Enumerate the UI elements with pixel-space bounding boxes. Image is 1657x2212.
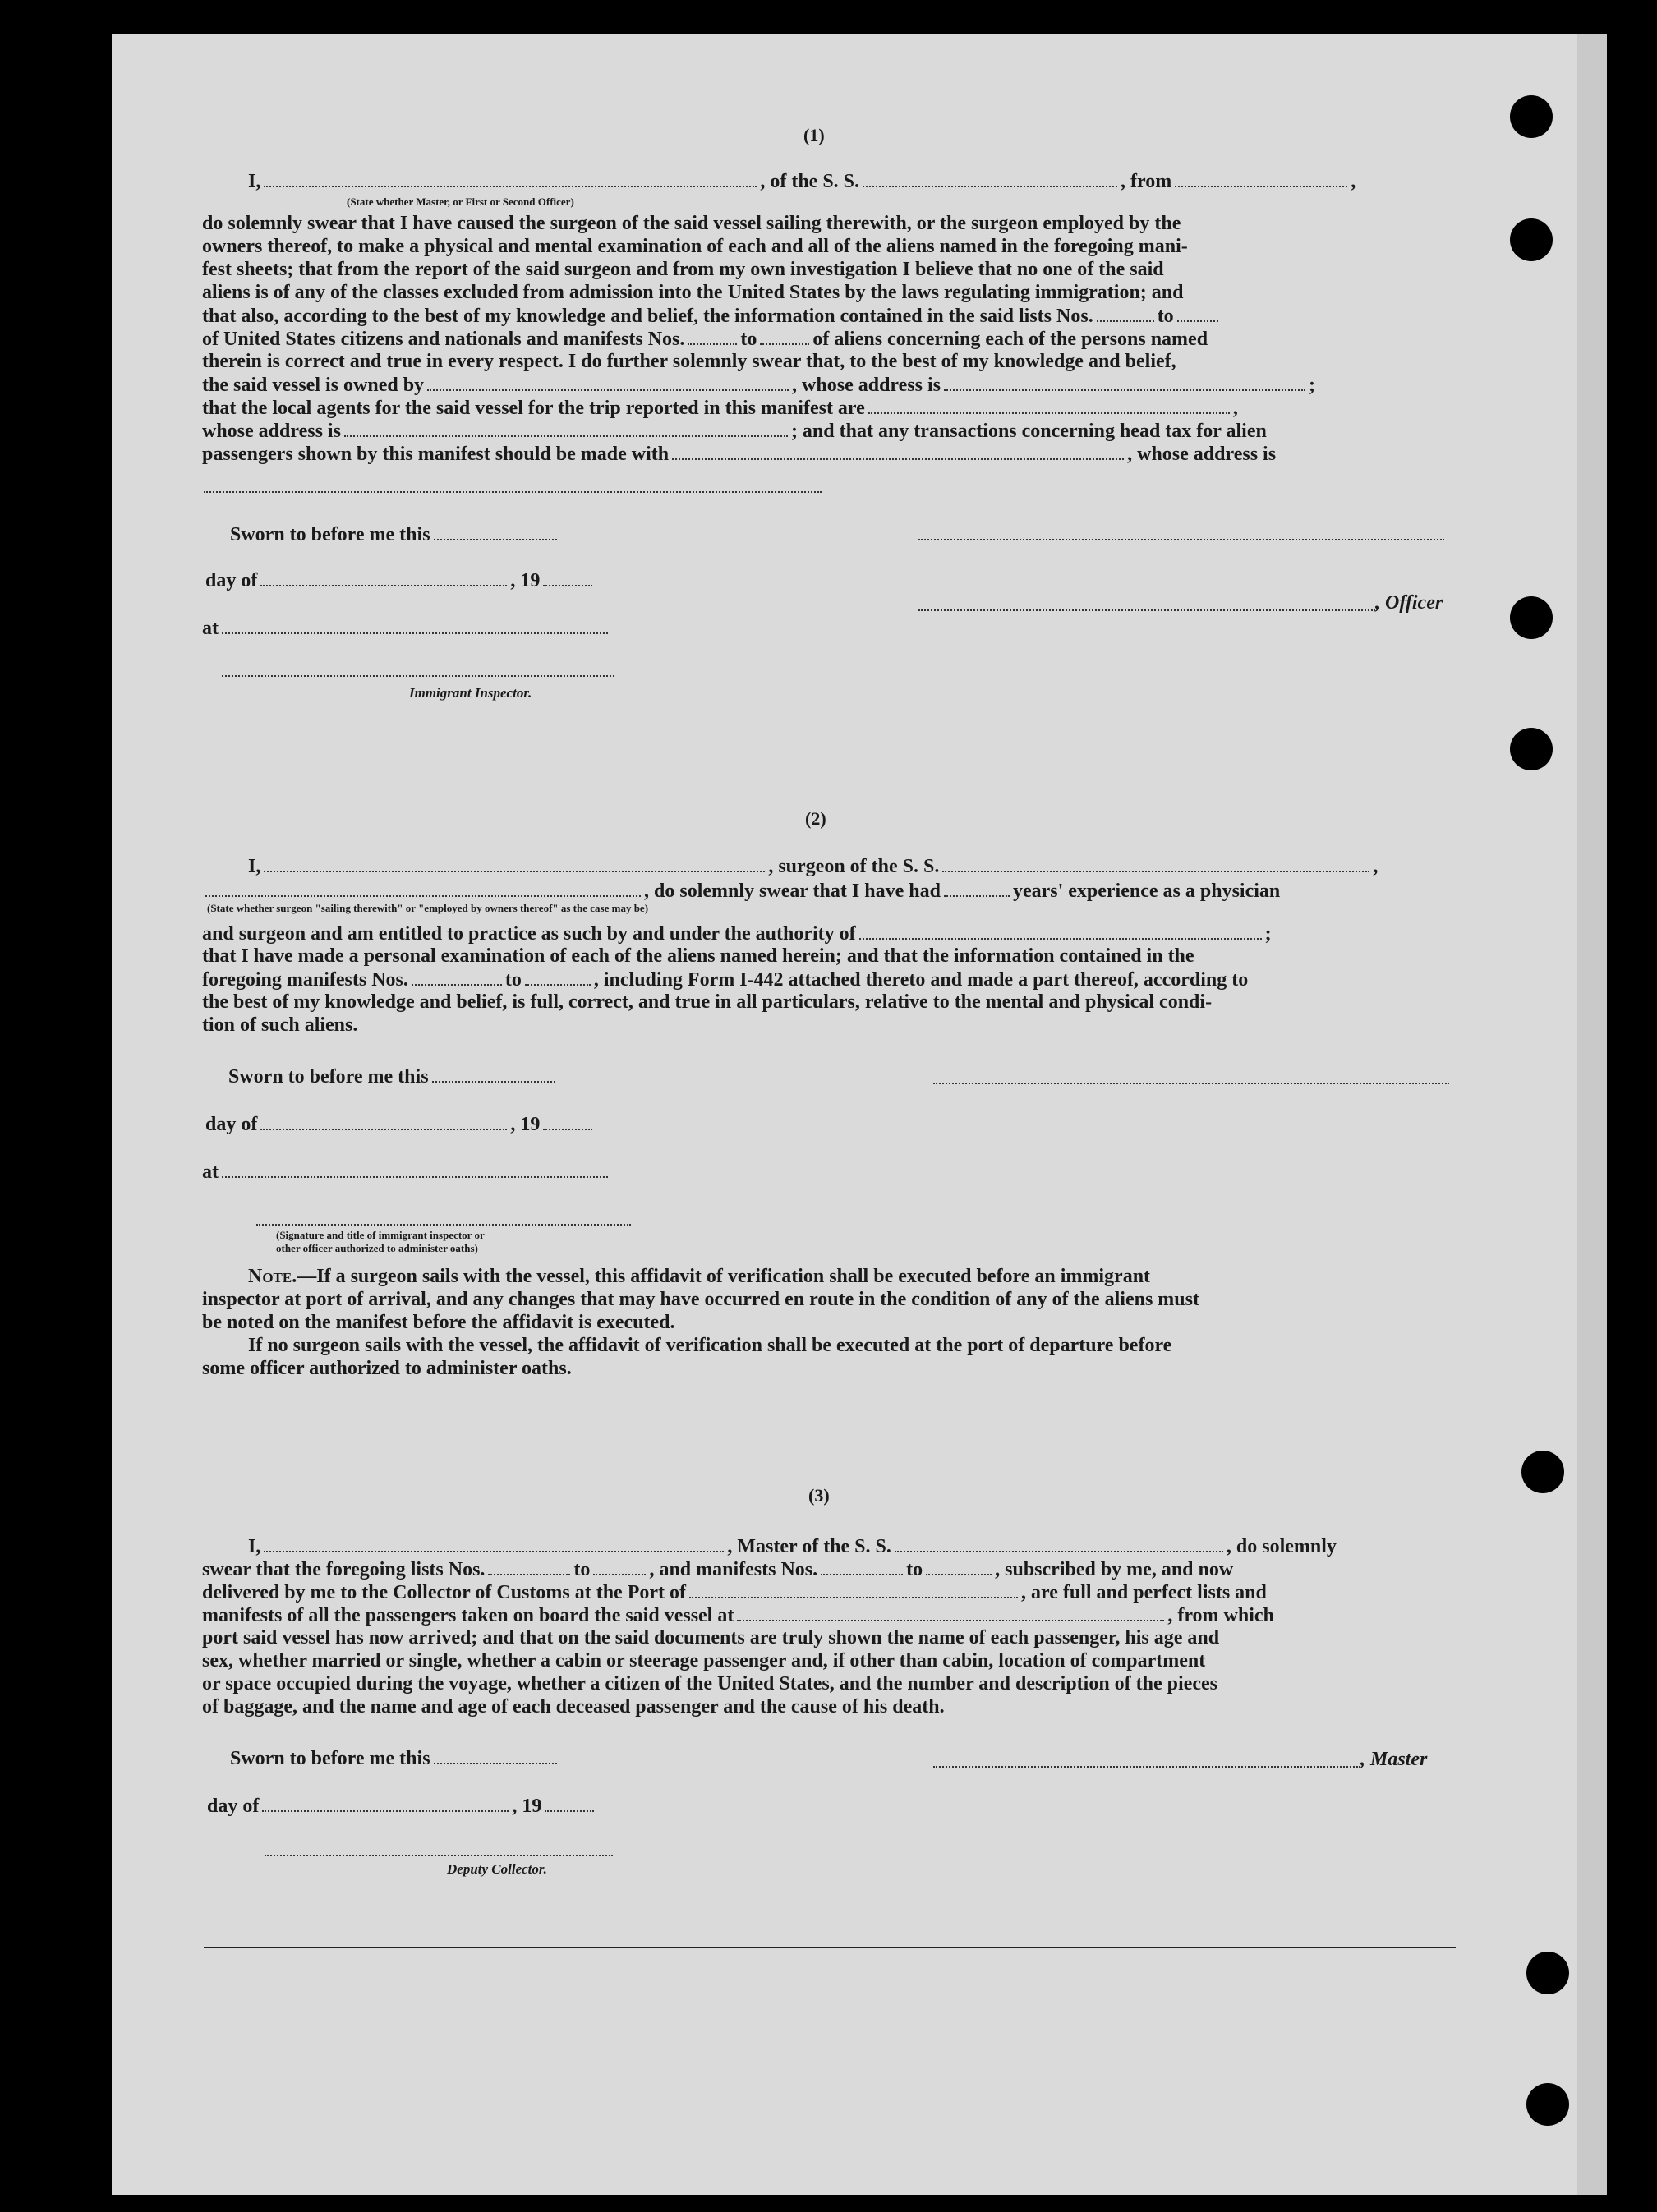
arrival-port-field[interactable] bbox=[689, 1580, 1018, 1598]
officer-authorized-signature-field[interactable] bbox=[256, 1222, 631, 1226]
boarding-port-field[interactable] bbox=[737, 1603, 1164, 1621]
deputy-label: Deputy Collector. bbox=[447, 1861, 547, 1877]
section-2-body: tion of such aliens. bbox=[202, 1014, 358, 1036]
section-1-body: of United States citizens and nationals and manifests Nos. to of aliens concerning each of the persons named bbox=[202, 329, 1208, 350]
note-paragraph: be noted on the manifest before the affidavit is executed. bbox=[202, 1312, 675, 1333]
s3-lists-to-field[interactable] bbox=[593, 1557, 646, 1575]
years-experience-field[interactable] bbox=[944, 879, 1010, 897]
punch-hole bbox=[1510, 95, 1553, 138]
year-field[interactable] bbox=[543, 568, 592, 586]
inspector-label: Immigrant Inspector. bbox=[409, 685, 532, 701]
punch-hole bbox=[1526, 1952, 1569, 1994]
officer-title-field[interactable] bbox=[918, 608, 1375, 611]
section-1-heading: (1) bbox=[803, 125, 825, 145]
master-label: , Master bbox=[1360, 1749, 1428, 1770]
section-1-body: therein is correct and true in every respect. I do further solemnly swear that, to the best of my knowledge and belief, bbox=[202, 351, 1176, 372]
note-paragraph: inspector at port of arrival, and any changes that may have occurred en route in the condition of any of the aliens must bbox=[202, 1289, 1199, 1310]
lists-from-field[interactable] bbox=[1097, 304, 1154, 322]
owner-field[interactable] bbox=[427, 373, 789, 391]
surgeon-vessel-field[interactable] bbox=[942, 854, 1369, 872]
head-tax-contact-field[interactable] bbox=[672, 442, 1124, 460]
s3-manifests-to-field[interactable] bbox=[926, 1557, 992, 1575]
sworn-line: Sworn to before me this bbox=[230, 1746, 560, 1770]
section-3-line-2: swear that the foregoing lists Nos. to , and manifests Nos. to , subscribed by me, and now bbox=[202, 1559, 1234, 1580]
section-3-heading: (3) bbox=[808, 1485, 830, 1506]
section-1-body: owners thereof, to make a physical and mental examination of each and all of the aliens named in the foregoing mani- bbox=[202, 236, 1188, 257]
section-3-body: or space occupied during the voyage, whether a citizen of the United States, and the number and description of the pieces bbox=[202, 1673, 1217, 1695]
section-3-line-1: I, , Master of the S. S. , do solemnly bbox=[248, 1536, 1337, 1557]
bottom-rule bbox=[204, 1947, 1456, 1948]
punch-hole bbox=[1510, 728, 1553, 770]
section-2-line-2: , do solemnly swear that I have had years' experience as a physician bbox=[202, 879, 1280, 903]
officer-rank-field[interactable] bbox=[264, 169, 757, 187]
lists-to-field[interactable] bbox=[1177, 304, 1218, 322]
section-1-caption: (State whether Master, or First or Second Officer) bbox=[347, 195, 574, 208]
page-edge bbox=[1577, 34, 1607, 2195]
master-vessel-field[interactable] bbox=[895, 1534, 1223, 1552]
local-agents-field[interactable] bbox=[868, 396, 1230, 414]
place-field[interactable] bbox=[222, 616, 608, 634]
owner-address-field[interactable] bbox=[944, 373, 1305, 391]
signature-caption: (Signature and title of immigrant inspector or bbox=[276, 1229, 485, 1241]
section-1-body: that also, according to the best of my knowledge and belief, the information contained in the said lists Nos. to bbox=[202, 304, 1222, 328]
section-1-body: the said vessel is owned by , whose address is ; bbox=[202, 375, 1315, 396]
s2-month-field[interactable] bbox=[260, 1112, 507, 1130]
section-2-body: foregoing manifests Nos. to , including Form I-442 attached thereto and made a part thereof, according to bbox=[202, 969, 1249, 991]
sworn-line: Sworn to before me this bbox=[228, 1065, 559, 1088]
section-2-line-1: I, , surgeon of the S. S. , bbox=[248, 856, 1379, 877]
manifests-from-field[interactable] bbox=[688, 327, 737, 345]
surgeon-signature-field[interactable] bbox=[933, 1081, 1449, 1084]
s3-manifests-from-field[interactable] bbox=[821, 1557, 903, 1575]
punch-hole bbox=[1510, 218, 1553, 261]
at-line: at bbox=[202, 1160, 611, 1184]
s2-year-field[interactable] bbox=[543, 1112, 592, 1130]
section-1-body: do solemnly swear that I have caused the surgeon of the said vessel sailing therewith, or the surgeon employed by the bbox=[202, 213, 1181, 234]
authority-field[interactable] bbox=[859, 922, 1262, 940]
deputy-signature-field[interactable] bbox=[265, 1853, 613, 1856]
note-paragraph: some officer authorized to administer oaths. bbox=[202, 1358, 572, 1379]
manifests-to-field[interactable] bbox=[760, 327, 809, 345]
section-1-body: whose address is ; and that any transactions concerning head tax for alien bbox=[202, 421, 1267, 442]
section-2-body: the best of my knowledge and belief, is full, correct, and true in all particulars, relative to the mental and physical condi- bbox=[202, 991, 1213, 1013]
section-2-heading: (2) bbox=[805, 808, 826, 829]
agents-address-field[interactable] bbox=[344, 419, 788, 437]
note-paragraph: Note.—If a surgeon sails with the vessel, this affidavit of verification shall be executed before an immigrant bbox=[248, 1266, 1151, 1287]
punch-hole bbox=[1521, 1451, 1564, 1493]
section-3-body: port said vessel has now arrived; and that on the said documents are truly shown the name of each passenger, his age and bbox=[202, 1627, 1220, 1649]
section-1-body: passengers shown by this manifest should be made with , whose address is bbox=[202, 444, 1277, 465]
section-1-body: that the local agents for the said vessel for the trip reported in this manifest are , bbox=[202, 398, 1238, 419]
s2-sworn-date-field[interactable] bbox=[432, 1065, 555, 1083]
punch-hole bbox=[1526, 2083, 1569, 2126]
s2-place-field[interactable] bbox=[222, 1160, 608, 1178]
punch-hole bbox=[1510, 596, 1553, 639]
day-of-line: day of , 19 bbox=[205, 568, 596, 592]
surgeon-name-field[interactable] bbox=[264, 854, 765, 872]
officer-signature-field[interactable] bbox=[918, 537, 1444, 540]
section-1-line-1: I, , of the S. S. , from , bbox=[248, 171, 1356, 192]
at-line: at bbox=[202, 616, 611, 640]
s2-manifests-to-field[interactable] bbox=[525, 968, 591, 986]
officer-label: , Officer bbox=[1375, 592, 1443, 614]
day-of-line: day of , 19 bbox=[207, 1794, 597, 1818]
signature-caption: other officer authorized to administer oaths) bbox=[276, 1242, 478, 1254]
section-2-body: and surgeon and am entitled to practice as such by and under the authority of ; bbox=[202, 923, 1272, 945]
s3-sworn-date-field[interactable] bbox=[434, 1746, 557, 1764]
section-2-body: that I have made a personal examination of each of the aliens named herein; and that the information contained in the bbox=[202, 945, 1194, 967]
section-3-line-4: manifests of all the passengers taken on board the said vessel at , from which bbox=[202, 1605, 1274, 1626]
departure-port-field[interactable] bbox=[1175, 169, 1347, 187]
surgeon-status-field[interactable] bbox=[205, 879, 641, 897]
sworn-line: Sworn to before me this bbox=[230, 522, 560, 546]
master-name-field[interactable] bbox=[264, 1534, 724, 1552]
master-signature-field[interactable] bbox=[933, 1764, 1360, 1768]
section-2-caption: (State whether surgeon "sailing therewith" or "employed by owners thereof" as the case may be) bbox=[207, 902, 649, 914]
s3-year-field[interactable] bbox=[545, 1794, 594, 1812]
inspector-signature-field[interactable] bbox=[222, 674, 614, 677]
s3-lists-from-field[interactable] bbox=[488, 1557, 570, 1575]
section-3-line-3: delivered by me to the Collector of Customs at the Port of , are full and perfect lists and bbox=[202, 1582, 1267, 1603]
day-of-line: day of , 19 bbox=[205, 1112, 596, 1136]
note-paragraph: If no surgeon sails with the vessel, the affidavit of verification shall be executed at the port of departure before bbox=[248, 1335, 1172, 1356]
month-field[interactable] bbox=[260, 568, 507, 586]
section-1-body: aliens is of any of the classes excluded from admission into the United States by the laws regulating immigration; and bbox=[202, 282, 1184, 303]
s3-month-field[interactable] bbox=[262, 1794, 509, 1812]
section-3-body: sex, whether married or single, whether a cabin or steerage passenger and, if other than cabin, location of compartment bbox=[202, 1650, 1206, 1672]
section-1-body: fest sheets; that from the report of the said surgeon and from my own investigation I believe that no one of the said bbox=[202, 259, 1164, 280]
head-tax-address-field[interactable] bbox=[204, 490, 822, 493]
vessel-name-field[interactable] bbox=[863, 169, 1117, 187]
sworn-date-field[interactable] bbox=[434, 522, 557, 540]
section-3-body: of baggage, and the name and age of each deceased passenger and the cause of his death. bbox=[202, 1696, 945, 1718]
s2-manifests-from-field[interactable] bbox=[412, 968, 502, 986]
